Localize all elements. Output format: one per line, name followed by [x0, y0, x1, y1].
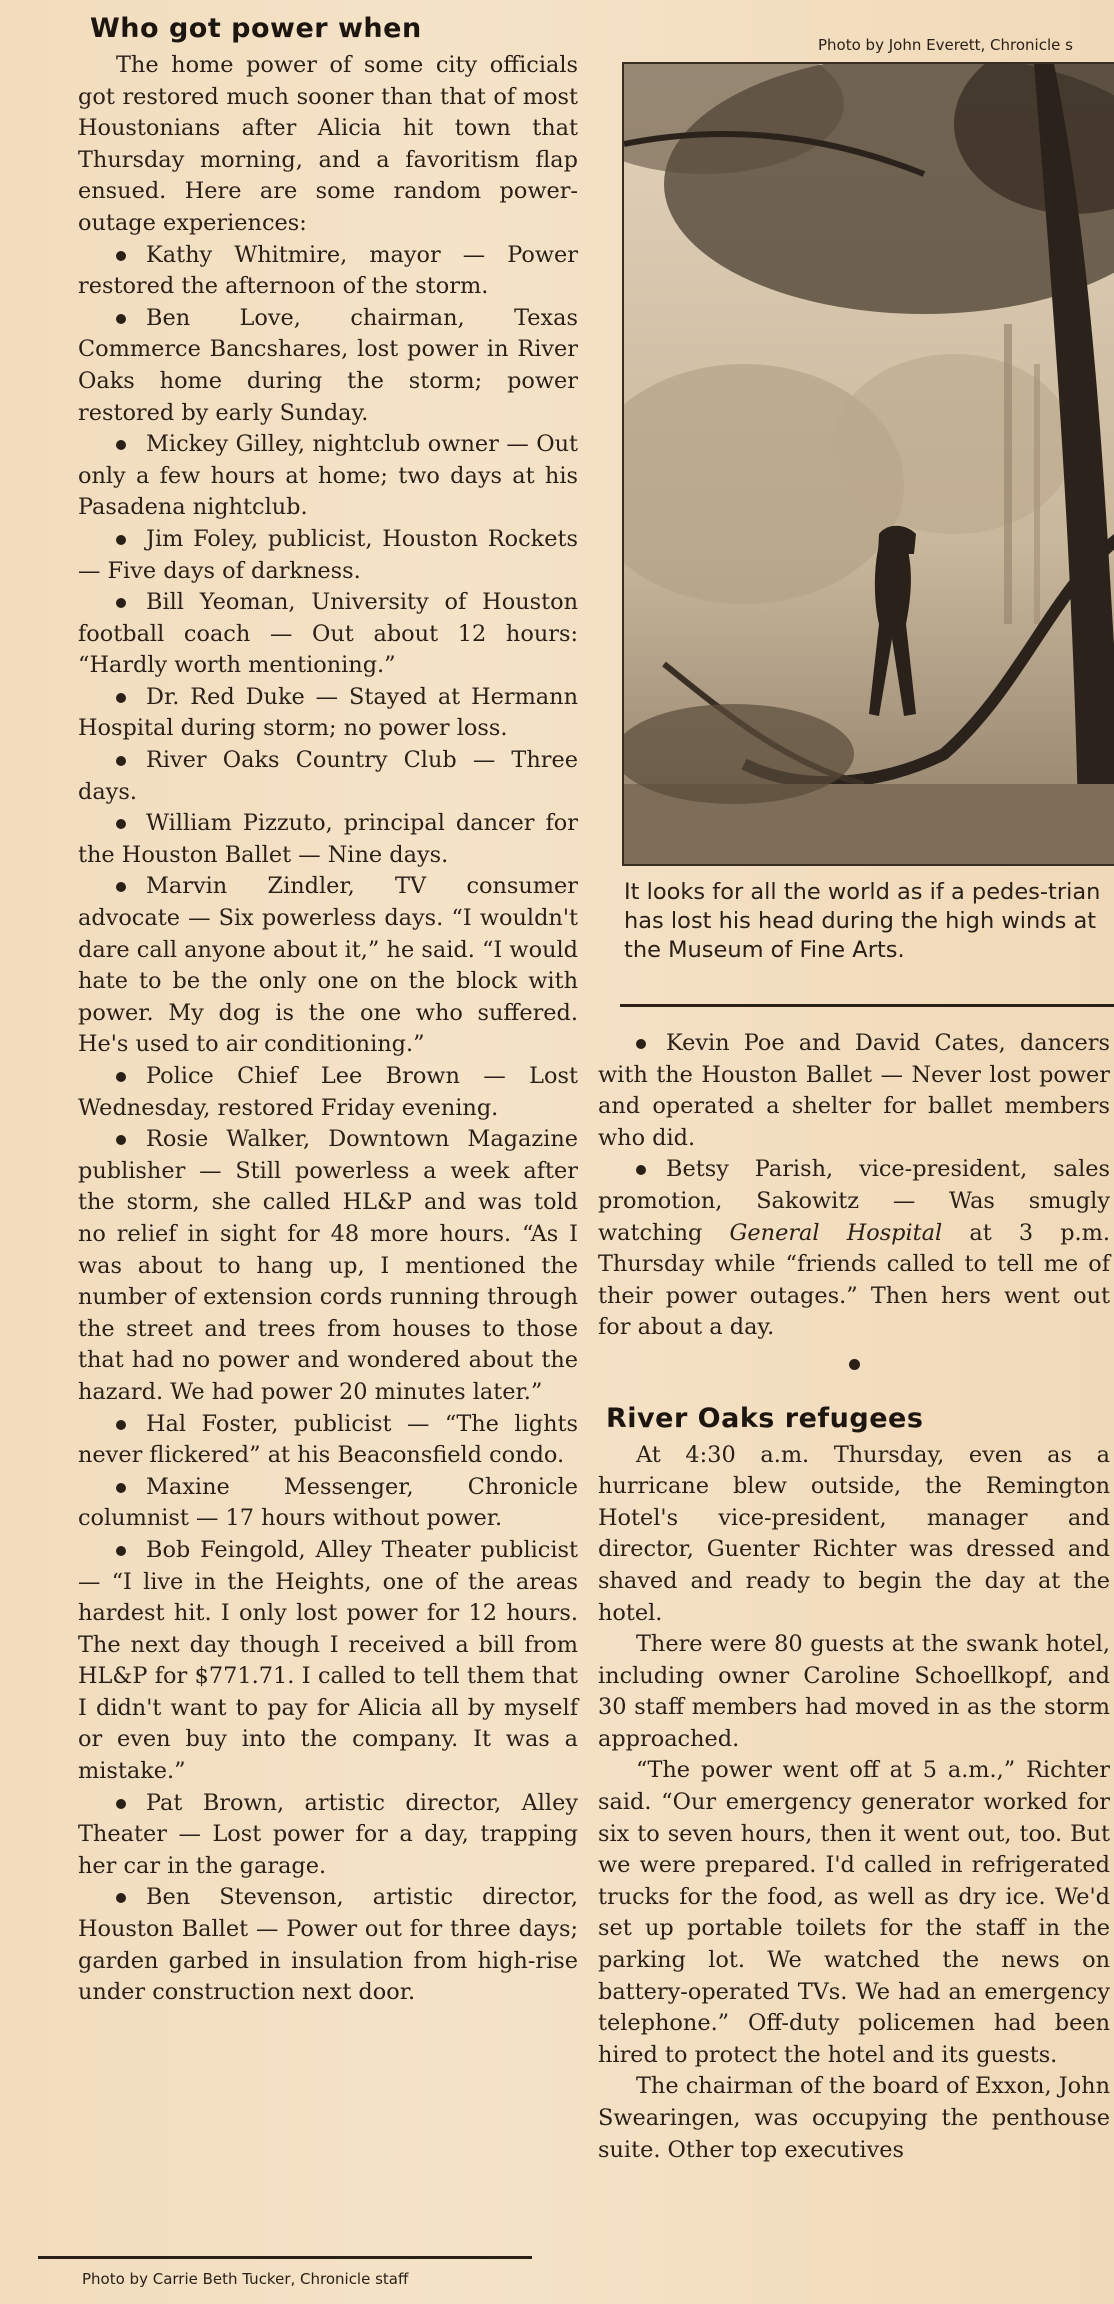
list-item: Kevin Poe and David Cates, dancers with the Houston Ballet — Never lost power and operated a shelter for ballet members who did. — [598, 1030, 1110, 1151]
caption-divider-rule — [620, 1004, 1114, 1007]
bullet-icon — [116, 882, 126, 892]
bottom-rule — [38, 2256, 532, 2259]
bullet-icon — [116, 1893, 126, 1903]
photo-credit-bottom: Photo by Carrie Beth Tucker, Chronicle staff — [82, 2270, 409, 2288]
tv-show-title: General Hospital — [729, 1219, 943, 1246]
left-column — [78, 10, 578, 2009]
list-item: River Oaks Country Club — Three days. — [78, 747, 578, 805]
bullet-icon — [116, 251, 126, 261]
article-paragraph: The chairman of the board of Exxon, John Swearingen, was occupying the penthouse suite. Other top executives — [598, 2073, 1110, 2163]
bullet-icon — [116, 756, 126, 766]
bullet-icon — [636, 1165, 646, 1175]
photo-caption: It looks for all the world as if a pedes-trian has lost his head during the high winds at the Museum of Fine Arts. — [624, 879, 1101, 963]
power-outage-list — [78, 240, 578, 2009]
list-item: Maxine Messenger, Chronicle columnist — 17 hours without power. — [78, 1473, 578, 1532]
section-headline-who-got-power: Who got power when — [90, 13, 422, 44]
article-body-continued — [598, 1028, 1110, 1380]
article-paragraph: At 4:30 a.m. Thursday, even as a hurricane blew outside, the Remington Hotel's vice-president, manager and director, Guenter Richter was dressed and shaved and ready to begin the day at the hotel. — [598, 1441, 1110, 1626]
museum-storm-photo — [622, 62, 1114, 866]
list-item: Jim Foley, publicist, Houston Rockets — Five days of darkness. — [78, 525, 578, 584]
refugees-paragraphs — [598, 1440, 1110, 2167]
bullet-icon — [116, 1546, 126, 1556]
bullet-icon — [116, 819, 126, 829]
bullet-icon — [116, 1420, 126, 1430]
list-item: Betsy Parish, vice-president, sales promotion, Sakowitz — Was smugly watching General Hospital at 3 p.m. Thursday while “friends called to tell me of their power outages.” Then hers went out for about a day. — [598, 1156, 1111, 1341]
bullet-icon — [116, 1135, 126, 1145]
article-body-refugees — [598, 1440, 1110, 2167]
bullet-icon — [116, 1799, 126, 1809]
article-body-power — [78, 50, 578, 2009]
list-item: Kathy Whitmire, mayor — Power restored the afternoon of the storm. — [78, 241, 578, 300]
bullet-icon — [116, 1072, 126, 1082]
power-outage-list-continued — [598, 1028, 1110, 1154]
bullet-icon — [116, 693, 126, 703]
article-paragraph: “The power went off at 5 a.m.,” Richter said. “Our emergency generator worked for six to seven hours, then it went out, too. But we were prepared. I'd called in refrigerated trucks for the food, as well as dry ice. We'd set up portable toilets for the staff in the parking lot. We watched the news on battery-operated TVs. We had an emergency telephone.” Off-duty policemen had been hired to protect the hotel and its guests. — [598, 1757, 1110, 2068]
list-item: Hal Foster, publicist — “The lights never flickered” at his Beaconsfield condo. — [78, 1410, 578, 1469]
photo-credit-top: Photo by John Everett, Chronicle s — [818, 36, 1073, 54]
list-item: Bill Yeoman, University of Houston football coach — Out about 12 hours: “Hardly worth mentioning.” — [78, 589, 578, 679]
section-end-bullet — [598, 1348, 1110, 1380]
list-item: Pat Brown, artistic director, Alley Theater — Lost power for a day, trapping her car in the garage. — [78, 1789, 578, 1879]
bullet-icon — [636, 1039, 646, 1049]
bullet-icon — [116, 1483, 126, 1493]
intro-paragraph: The home power of some city officials got restored much sooner than that of most Houstonians after Alicia hit town that Thursday morning, and a favoritism flap ensued. Here are some random power-outage experiences: — [78, 52, 578, 236]
list-item: Bob Feingold, Alley Theater publicist — “I live in the Heights, one of the areas hardest hit. I only lost power for 12 hours. The next day though I received a bill from HL&P for $771.71. I called to tell them that I didn't want to pay for Alicia all by myself or even buy into the company. It was a mistake.” — [78, 1536, 578, 1785]
bullet-icon — [116, 598, 126, 608]
list-item: William Pizzuto, principal dancer for the Houston Ballet — Nine days. — [78, 810, 578, 868]
list-item: Rosie Walker, Downtown Magazine publisher — Still powerless a week after the storm, she called HL&P and was told no relief in sight for 48 more hours. “As I was about to hang up, I mentioned the number of extension cords running through the street and trees from houses to those that had no power and wondered about the hazard. We had power 20 minutes later.” — [78, 1126, 578, 1405]
bullet-icon — [116, 314, 126, 324]
section-headline-river-oaks: River Oaks refugees — [606, 1402, 924, 1434]
article-paragraph: There were 80 guests at the swank hotel, including owner Caroline Schoellkopf, and 30 staff members had moved in as the storm approached. — [598, 1631, 1110, 1752]
list-item: Marvin Zindler, TV consumer advocate — Six powerless days. “I wouldn't dare call anyone about it,” he said. “I would hate to be the only one on the block with power. My dog is the one who suffered. He's used to air conditioning.” — [78, 873, 578, 1058]
bullet-icon — [849, 1359, 860, 1370]
bullet-icon — [116, 535, 126, 545]
list-item: Ben Love, chairman, Texas Commerce Bancshares, lost power in River Oaks home during the storm; power restored by early Sunday. — [78, 304, 578, 426]
list-item: Mickey Gilley, nightclub owner — Out only a few hours at home; two days at his Pasadena nightclub. — [78, 431, 578, 521]
list-item: Dr. Red Duke — Stayed at Hermann Hospital during storm; no power loss. — [78, 683, 578, 742]
bullet-icon — [116, 440, 126, 450]
right-column — [598, 1028, 1110, 2166]
list-item: Ben Stevenson, artistic director, Houston Ballet — Power out for three days; garden garbed in insulation from high-rise under construction next door. — [78, 1884, 578, 2006]
list-item: Police Chief Lee Brown — Lost Wednesday, restored Friday evening. — [78, 1063, 578, 1121]
